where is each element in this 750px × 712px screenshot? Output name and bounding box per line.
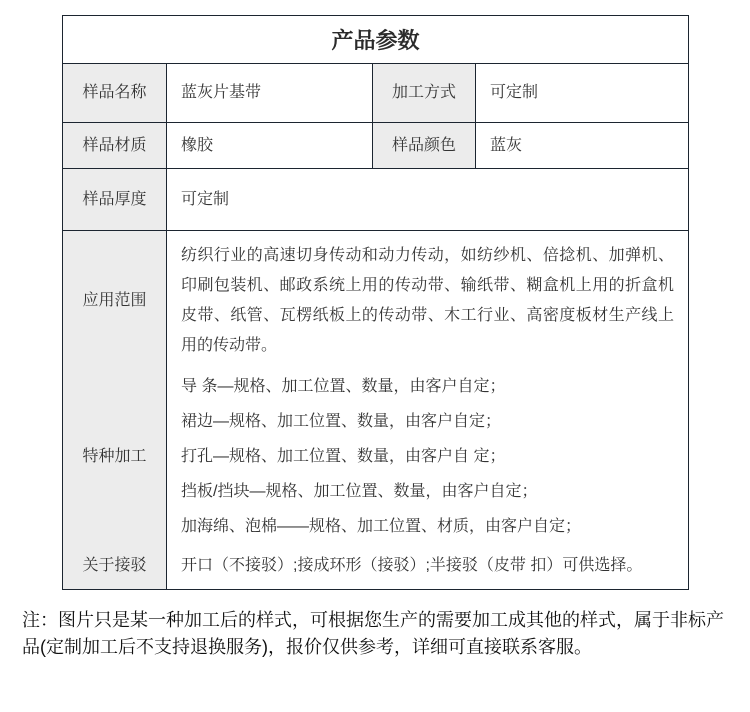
joint-options-value: 开口（不接驳）;接成环形（接驳）;半接驳（皮带 扣）可供选择。 (166, 542, 688, 589)
table-row-sample-thickness (63, 168, 688, 230)
sample-material-label: 样品材质 (63, 123, 166, 168)
special-processing-line: 导 条—规格、加工位置、数量，由客户自定； (181, 378, 506, 395)
special-processing-value (166, 363, 688, 550)
table-row-joint-options (63, 541, 688, 589)
processing-method-value: 可定制 (475, 64, 688, 122)
special-processing-line: 挡板/挡块—规格、加工位置、数量，由客户自定； (181, 483, 538, 500)
special-processing-line: 加海绵、泡棉——规格、加工位置、材质，由客户自定； (181, 518, 582, 535)
table-row-special-processing (63, 362, 688, 541)
sample-name-value: 蓝灰片基带 (166, 64, 372, 122)
sample-color-value: 蓝灰 (475, 123, 688, 168)
footnote: 注：图片只是某一种加工后的样式，可根据您生产的需要加工成其他的样式，属于非标产品(定制加工后不支持退换服务)，报价仅供参考，详细可直接联系客服。 (22, 610, 724, 657)
application-scope-label: 应用范围 (63, 231, 166, 371)
sample-thickness-value: 可定制 (166, 169, 688, 230)
product-parameters-table (62, 15, 689, 590)
special-processing-label: 特种加工 (63, 363, 166, 550)
special-processing-line: 打孔—规格、加工位置、数量，由客户自 定； (181, 448, 506, 465)
table-row-application-scope (63, 230, 688, 362)
sample-name-label: 样品名称 (63, 64, 166, 122)
table-row-sample-material (63, 122, 688, 168)
sample-material-value: 橡胶 (166, 123, 372, 168)
special-processing-line: 裙边—规格、加工位置、数量，由客户自定； (181, 413, 502, 430)
joint-options-label: 关于接驳 (63, 542, 166, 589)
application-scope-value: 纺织行业的高速切身传动和动力传动，如纺纱机、倍捻机、加弹机、印刷包装机、邮政系统上用的传动带、输纸带、糊盒机上用的折盒机皮带、纸管、瓦楞纸板上的传动带、木工行业、高密度板材生产线上用的传动带。 (166, 231, 688, 371)
table-title: 产品参数 (63, 16, 688, 63)
table-row-sample-name (63, 63, 688, 122)
processing-method-label: 加工方式 (372, 64, 475, 122)
sample-color-label: 样品颜色 (372, 123, 475, 168)
sample-thickness-label: 样品厚度 (63, 169, 166, 230)
